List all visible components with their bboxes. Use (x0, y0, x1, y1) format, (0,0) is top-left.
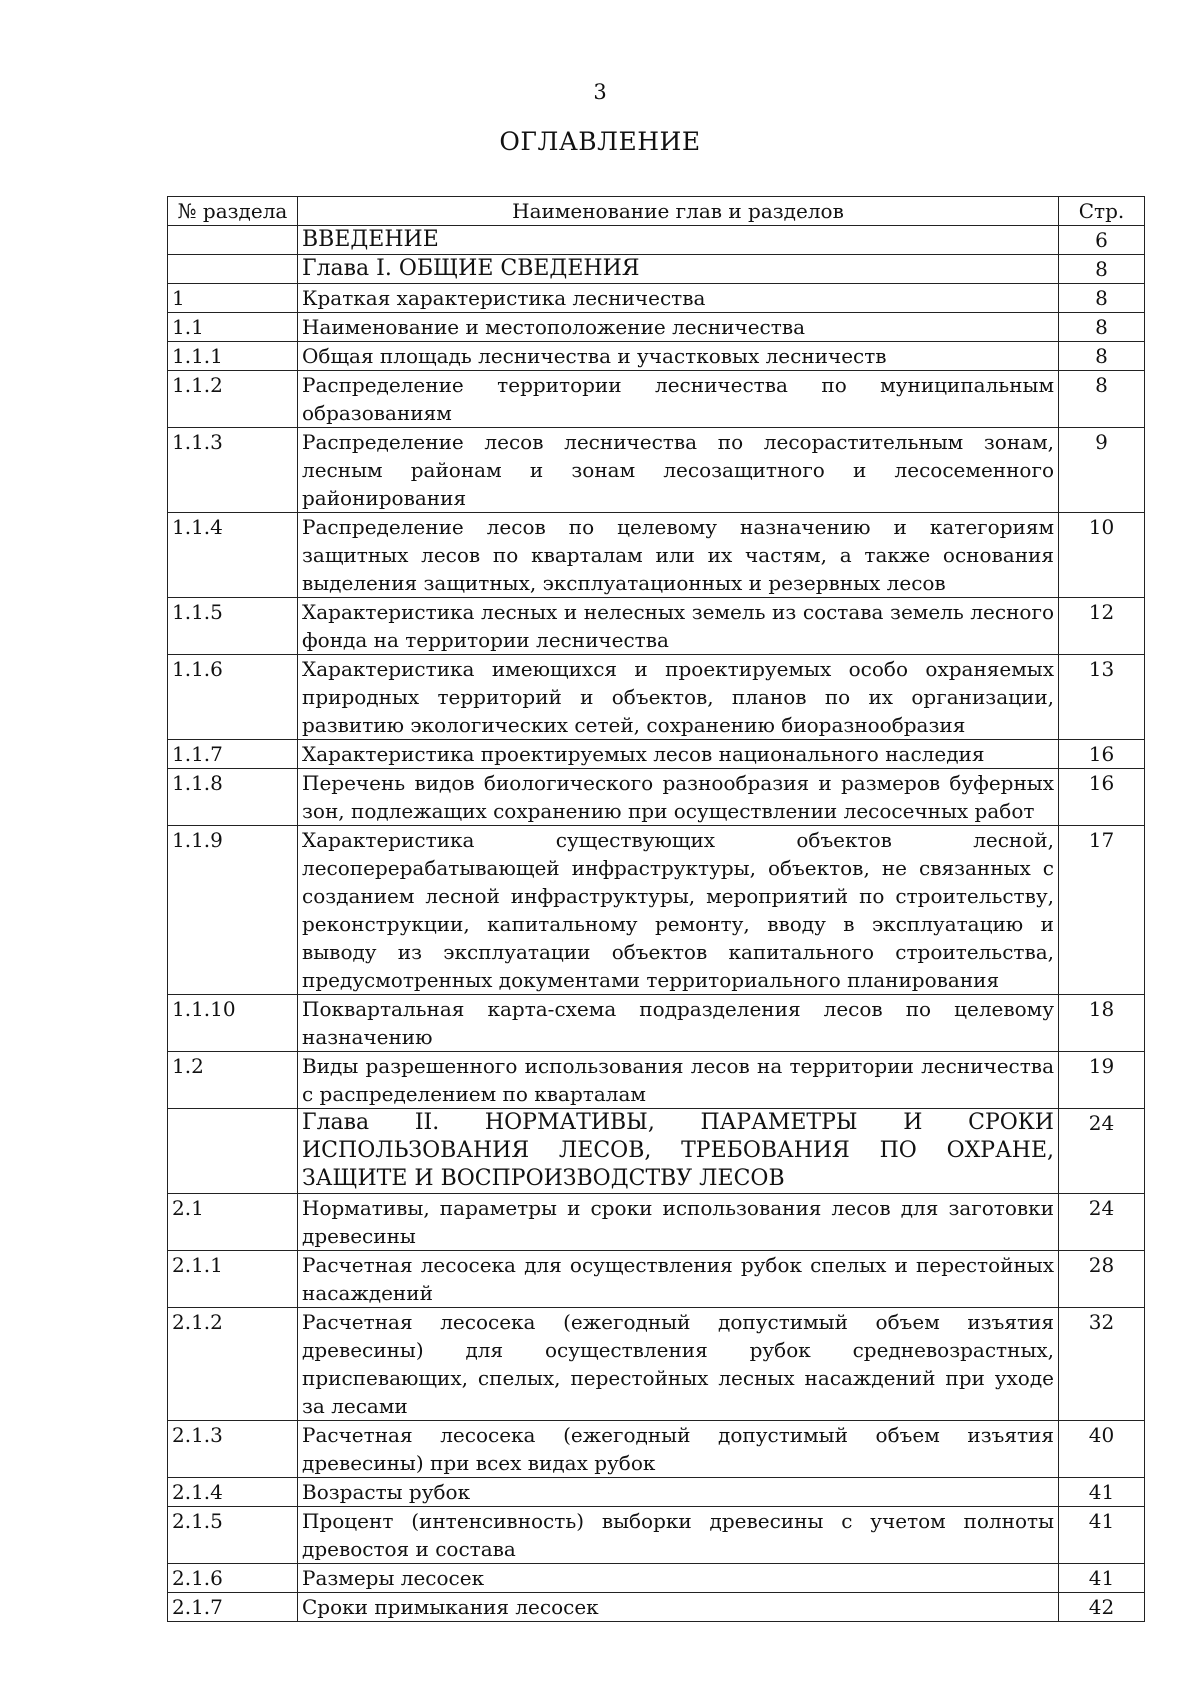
section-title: Характеристика имеющихся и проектируемых особо охраняемых природных территорий и объектов, планов по их организации, развитию экологических сетей, сохранению биоразнообразия (298, 655, 1059, 740)
section-number: 1.1.8 (168, 769, 298, 826)
toc-header-row (168, 197, 1145, 226)
page-ref: 12 (1059, 598, 1145, 655)
page-ref: 17 (1059, 826, 1145, 995)
table-row (168, 255, 1145, 284)
table-row (168, 1194, 1145, 1251)
section-title: Расчетная лесосека для осуществления рубок спелых и перестойных насаждений (298, 1251, 1059, 1308)
table-row (168, 1593, 1145, 1622)
section-number: 1.1.1 (168, 342, 298, 371)
section-title: Глава II. НОРМАТИВЫ, ПАРАМЕТРЫ И СРОКИ ИСПОЛЬЗОВАНИЯ ЛЕСОВ, ТРЕБОВАНИЯ ПО ОХРАНЕ, ЗАЩИТЕ И ВОСПРОИЗВОДСТВУ ЛЕСОВ (298, 1109, 1059, 1194)
page-ref: 41 (1059, 1564, 1145, 1593)
table-row (168, 313, 1145, 342)
section-number (168, 1109, 298, 1194)
section-title: ВВЕДЕНИЕ (298, 226, 1059, 255)
header-section-name: Наименование глав и разделов (298, 197, 1059, 226)
table-row (168, 1251, 1145, 1308)
page-ref: 8 (1059, 371, 1145, 428)
page-ref: 10 (1059, 513, 1145, 598)
page-ref: 8 (1059, 284, 1145, 313)
section-title: Процент (интенсивность) выборки древесины с учетом полноты древостоя и состава (298, 1507, 1059, 1564)
section-number: 1.1.6 (168, 655, 298, 740)
document-title: ОГЛАВЛЕНИЕ (499, 127, 701, 156)
table-row (168, 1564, 1145, 1593)
page-ref: 8 (1059, 342, 1145, 371)
section-title: Краткая характеристика лесничества (298, 284, 1059, 313)
table-row (168, 284, 1145, 313)
page-ref: 24 (1059, 1109, 1145, 1194)
page-ref: 16 (1059, 740, 1145, 769)
page-ref: 8 (1059, 255, 1145, 284)
section-title: Возрасты рубок (298, 1478, 1059, 1507)
section-title: Распределение лесов по целевому назначению и категориям защитных лесов по кварталам или их частям, а также основания выделения защитных, эксплуатационных и резервных лесов (298, 513, 1059, 598)
section-title: Перечень видов биологического разнообразия и размеров буферных зон, подлежащих сохранению при осуществлении лесосечных работ (298, 769, 1059, 826)
page-ref: 41 (1059, 1478, 1145, 1507)
section-number: 1.1.3 (168, 428, 298, 513)
section-number: 1.2 (168, 1052, 298, 1109)
table-row (168, 1308, 1145, 1421)
section-title: Поквартальная карта-схема подразделения лесов по целевому назначению (298, 995, 1059, 1052)
section-title: Общая площадь лесничества и участковых лесничеств (298, 342, 1059, 371)
section-title: Характеристика проектируемых лесов национального наследия (298, 740, 1059, 769)
section-number: 1.1.7 (168, 740, 298, 769)
section-title: Расчетная лесосека (ежегодный допустимый объем изъятия древесины) при всех видах рубок (298, 1421, 1059, 1478)
section-number: 1 (168, 284, 298, 313)
section-number (168, 255, 298, 284)
section-title: Наименование и местоположение лесничества (298, 313, 1059, 342)
section-number: 2.1.1 (168, 1251, 298, 1308)
table-row (168, 655, 1145, 740)
page-ref: 32 (1059, 1308, 1145, 1421)
table-row (168, 513, 1145, 598)
page-ref: 40 (1059, 1421, 1145, 1478)
page-ref: 6 (1059, 226, 1145, 255)
page-ref: 8 (1059, 313, 1145, 342)
table-row (168, 1109, 1145, 1194)
section-number: 1.1.10 (168, 995, 298, 1052)
page-number: 3 (593, 80, 607, 104)
section-number: 2.1.2 (168, 1308, 298, 1421)
table-row (168, 428, 1145, 513)
section-number: 2.1 (168, 1194, 298, 1251)
section-title: Сроки примыкания лесосек (298, 1593, 1059, 1622)
page-ref: 13 (1059, 655, 1145, 740)
page-ref: 24 (1059, 1194, 1145, 1251)
page-ref: 16 (1059, 769, 1145, 826)
section-number: 2.1.6 (168, 1564, 298, 1593)
section-number: 2.1.4 (168, 1478, 298, 1507)
section-title: Распределение территории лесничества по муниципальным образованиям (298, 371, 1059, 428)
table-row (168, 598, 1145, 655)
section-title: Нормативы, параметры и сроки использования лесов для заготовки древесины (298, 1194, 1059, 1251)
section-title: Распределение лесов лесничества по лесорастительным зонам, лесным районам и зонам лесозащитного и лесосеменного районирования (298, 428, 1059, 513)
table-row (168, 1507, 1145, 1564)
section-number: 2.1.7 (168, 1593, 298, 1622)
table-of-contents (167, 196, 1145, 1622)
table-row (168, 769, 1145, 826)
section-number: 1.1 (168, 313, 298, 342)
section-title: Виды разрешенного использования лесов на территории лесничества с распределением по кварталам (298, 1052, 1059, 1109)
table-row (168, 371, 1145, 428)
section-number: 1.1.5 (168, 598, 298, 655)
table-row (168, 226, 1145, 255)
page-ref: 18 (1059, 995, 1145, 1052)
table-row (168, 1421, 1145, 1478)
table-row (168, 995, 1145, 1052)
section-number: 2.1.3 (168, 1421, 298, 1478)
section-title: Характеристика лесных и нелесных земель из состава земель лесного фонда на территории лесничества (298, 598, 1059, 655)
page-ref: 28 (1059, 1251, 1145, 1308)
toc-body (168, 226, 1145, 1622)
section-number: 1.1.4 (168, 513, 298, 598)
table-row (168, 1478, 1145, 1507)
section-title: Расчетная лесосека (ежегодный допустимый объем изъятия древесины) для осуществления рубок средневозрастных, приспевающих, спелых, перестойных лесных насаждений при уходе за лесами (298, 1308, 1059, 1421)
page-ref: 42 (1059, 1593, 1145, 1622)
table-row (168, 342, 1145, 371)
section-title: Размеры лесосек (298, 1564, 1059, 1593)
section-number: 1.1.9 (168, 826, 298, 995)
page-ref: 19 (1059, 1052, 1145, 1109)
table-row (168, 1052, 1145, 1109)
header-section-number: № раздела (168, 197, 298, 226)
page-ref: 41 (1059, 1507, 1145, 1564)
page-ref: 9 (1059, 428, 1145, 513)
table-row (168, 740, 1145, 769)
section-title: Глава I. ОБЩИЕ СВЕДЕНИЯ (298, 255, 1059, 284)
section-number (168, 226, 298, 255)
section-title: Характеристика существующих объектов лесной, лесоперерабатывающей инфраструктуры, объектов, не связанных с созданием лесной инфраструктуры, мероприятий по строительству, реконструкции, капитальному ремонту, вводу в эксплуатацию и выводу из эксплуатации объектов капитального строительства, предусмотренных документами территориального планирования (298, 826, 1059, 995)
header-page: Стр. (1059, 197, 1145, 226)
section-number: 2.1.5 (168, 1507, 298, 1564)
section-number: 1.1.2 (168, 371, 298, 428)
table-row (168, 826, 1145, 995)
